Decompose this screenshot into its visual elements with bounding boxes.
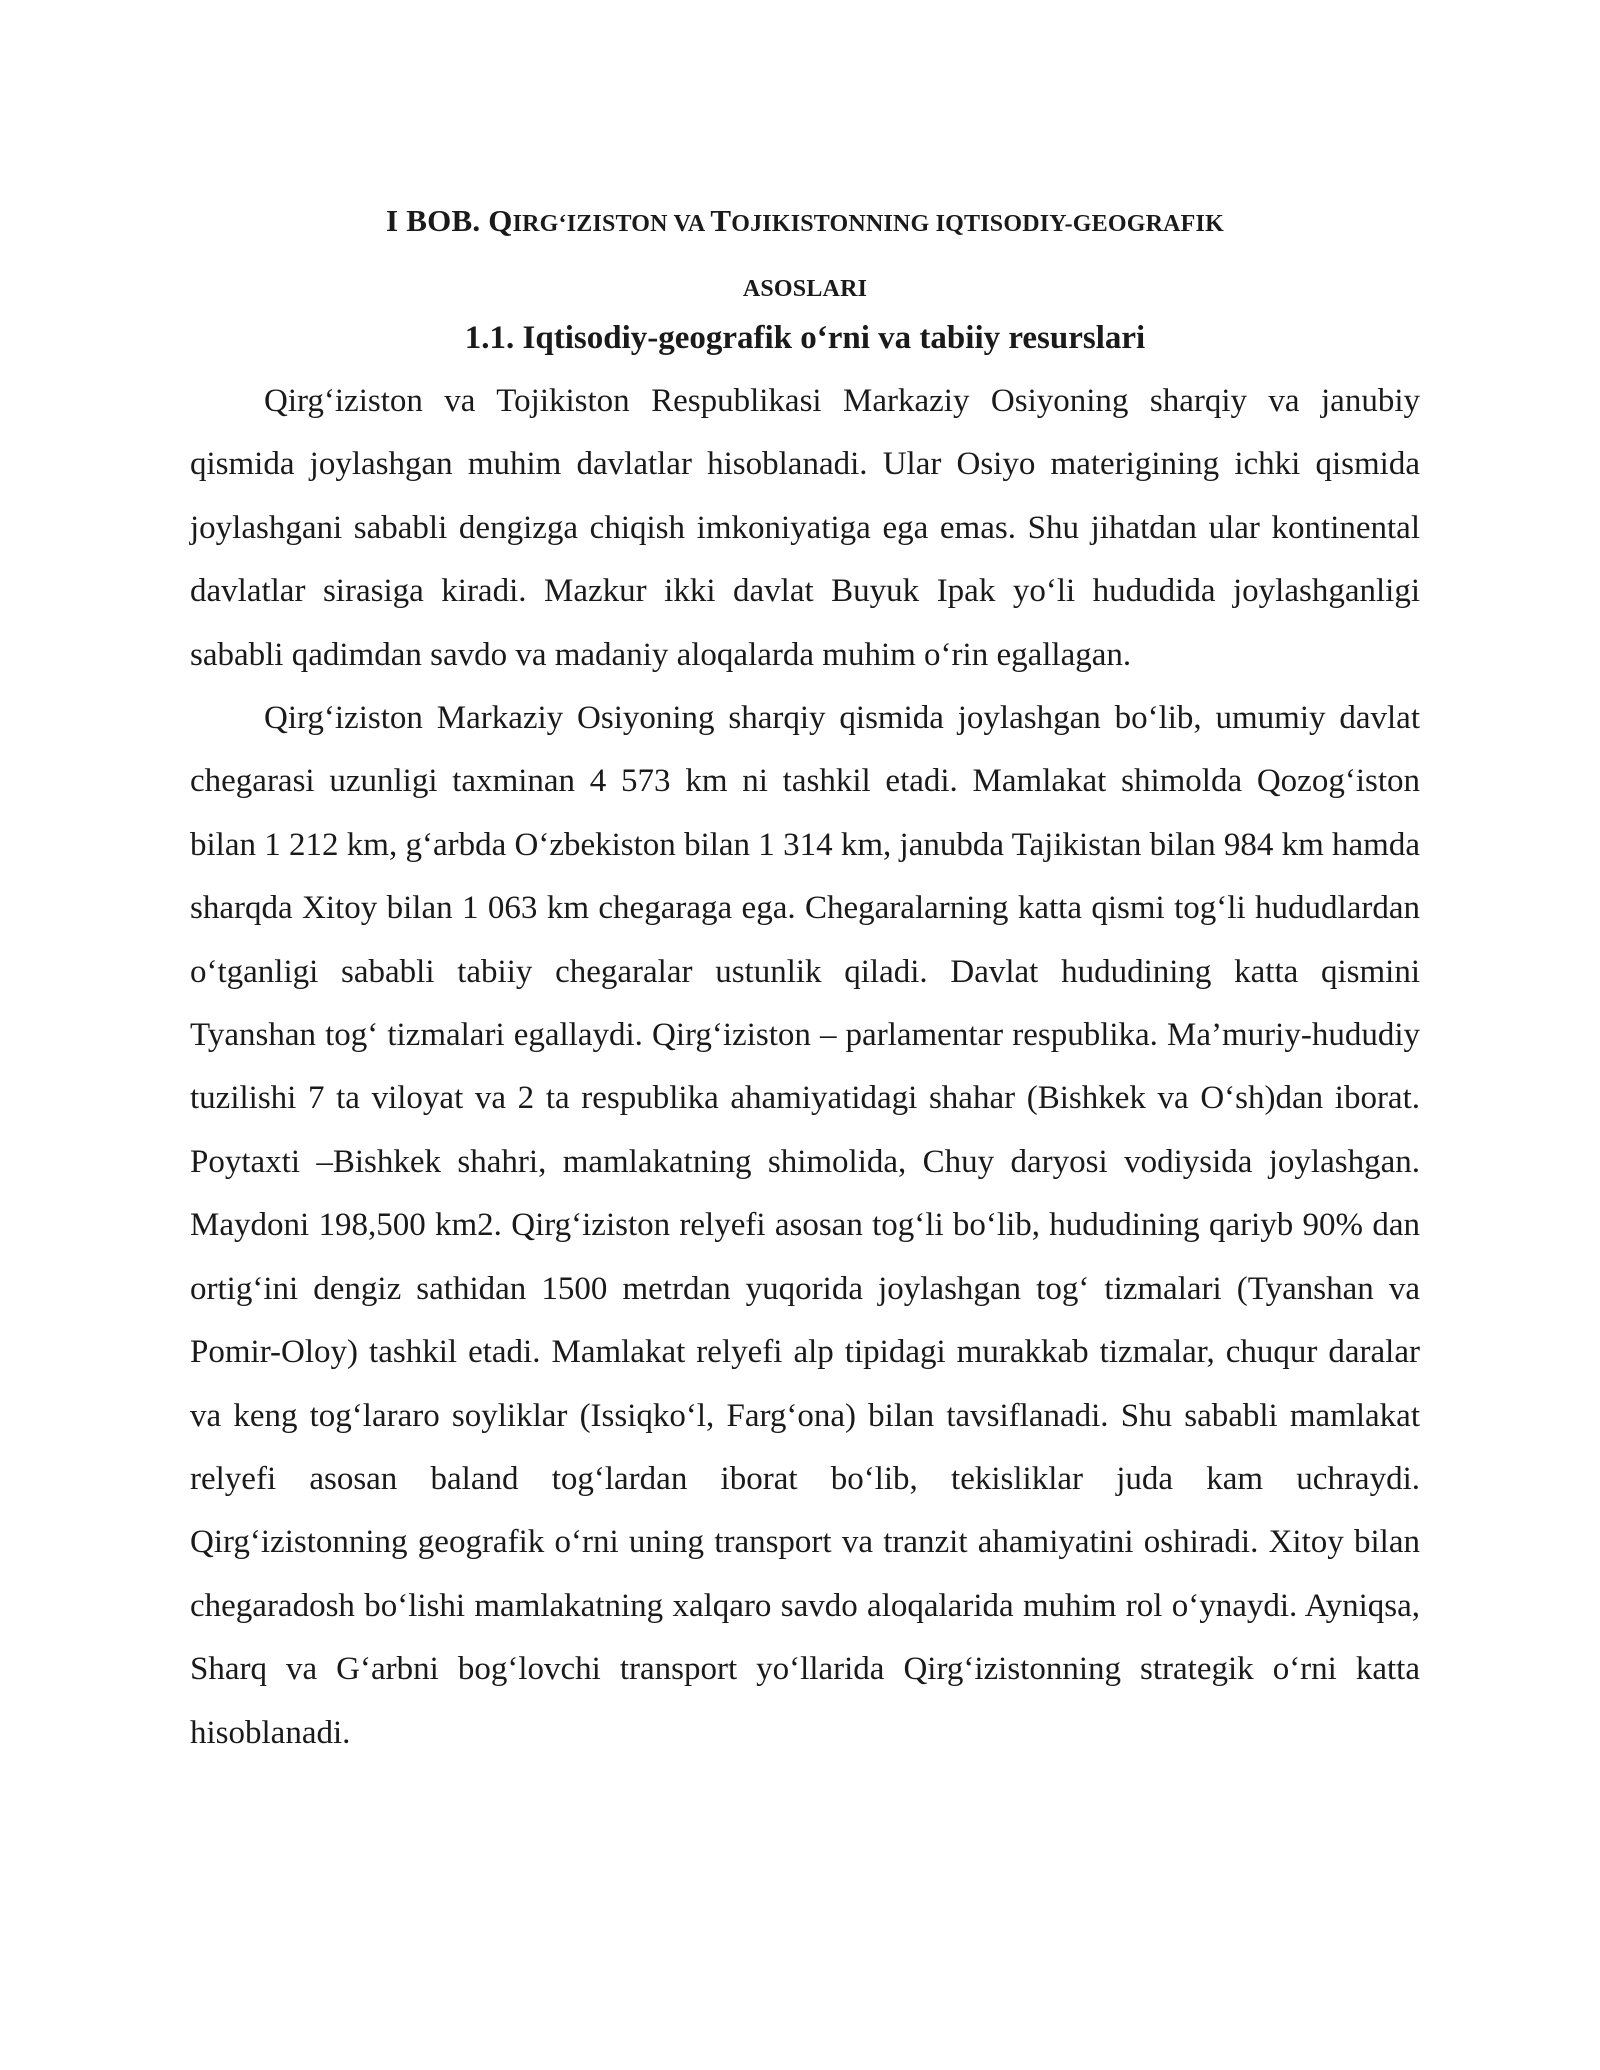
paragraph-1: Qirg‘iziston va Tojikiston Respublikasi Markaziy Osiyoning sharqiy va janubiy qismida joylashgan muhim davlatlar hisoblanadi. Ular Osiyo materigining ichki qismida joylashgani sababli dengizga chiqish imkoniyatiga ega emas. Shu jihatdan ular kontinental davlatlar sirasiga kiradi. Mazkur ikki davlat Buyuk Ipak yo‘li hududida joylashganligi sababli qadimdan savdo va madaniy aloqalarda muhim o‘rin egallagan.: [190, 383, 1420, 673]
section-title: 1.1. Iqtisodiy-geografik o‘rni va tabiiy resurslari: [464, 320, 1146, 356]
chapter-word-2-rest: OJIKISTONNING IQTISODIY-GEOGRAFIK: [731, 211, 1224, 237]
body-text: [190, 370, 1420, 1765]
chapter-word-2-initial: T: [710, 203, 732, 238]
chapter-title: [190, 190, 1420, 320]
chapter-word-1-rest: IRG‘IZISTON VA: [512, 211, 711, 237]
paragraph-2: Qirg‘iziston Markaziy Osiyoning sharqiy qismida joylashgan bo‘lib, umumiy davlat chegarasi uzunligi taxminan 4 573 km ni tashkil etadi. Mamlakat shimolda Qozog‘iston bilan 1 212 km, g‘arbda O‘zbekiston bilan 1 314 km, janubda Tajikistan bilan 984 km hamda sharqda Xitoy bilan 1 063 km chegaraga ega. Chegaralarning katta qismi tog‘li hududlardan o‘tganligi sababli tabiiy chegaralar ustunlik qiladi. Davlat hududining katta qismini Tyanshan tog‘ tizmalari egallaydi. Qirg‘iziston – parlamentar respublika. Ma’muriy-hududiy tuzilishi 7 ta viloyat va 2 ta respublika ahamiyatidagi shahar (Bishkek va O‘sh)dan iborat. Poytaxti –Bishkek shahri, mamlakatning shimolida, Chuy daryosi vodiysida joylashgan. Maydoni 198,500 km2. Qirg‘iziston relyefi asosan tog‘li bo‘lib, hududining qariyb 90% dan ortig‘ini dengiz sathidan 1500 metrdan yuqorida joylashgan tog‘ tizmalari (Tyanshan va Pomir-Oloy) tashkil etadi. Mamlakat relyefi alp tipidagi murakkab tizmalar, chuqur daralar va keng tog‘lararo soyliklar (Issiqko‘l, Farg‘ona) bilan tavsiflanadi. Shu sababli mamlakat relyefi asosan baland tog‘lardan iborat bo‘lib, tekisliklar juda kam uchraydi. Qirg‘izistonning geografik o‘rni uning transport va tranzit ahamiyatini oshiradi. Xitoy bilan chegaradosh bo‘lishi mamlakatning xalqaro savdo aloqalarida muhim rol o‘ynaydi. Ayniqsa, Sharq va G‘arbni bog‘lovchi transport yo‘llarida Qirg‘izistonning strategik o‘rni katta hisoblanadi.: [190, 700, 1420, 1751]
chapter-prefix: I BOB.: [386, 203, 489, 238]
chapter-title-line-1: [190, 190, 1420, 255]
chapter-word-1-initial: Q: [488, 203, 513, 238]
chapter-title-continuation: ASOSLARI: [742, 276, 868, 302]
